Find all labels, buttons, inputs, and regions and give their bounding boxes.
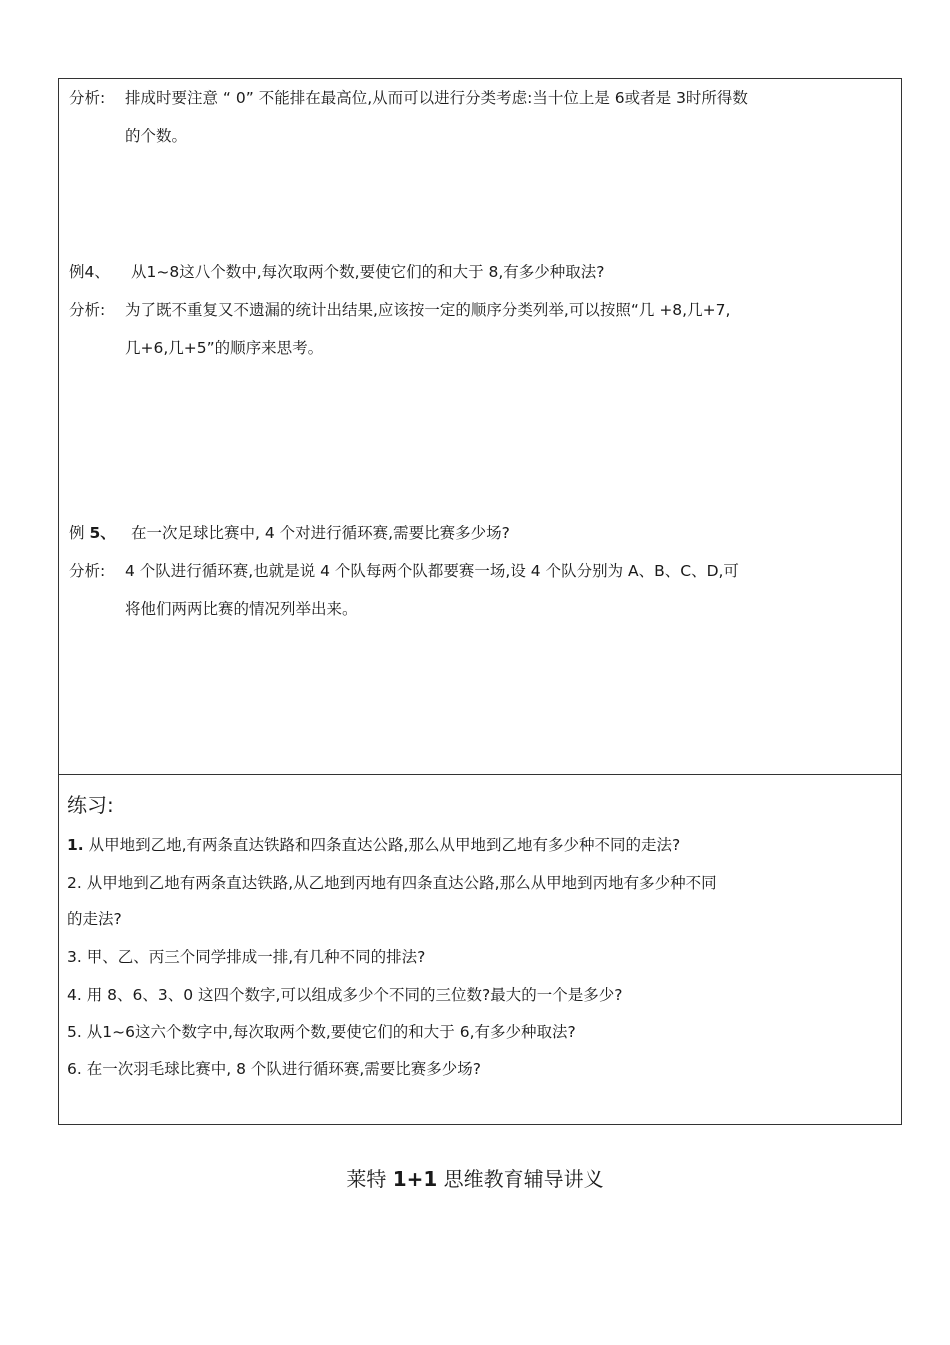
example-5-label-num: 5、: [89, 524, 116, 542]
footer-pre: 莱特: [346, 1167, 387, 1191]
footer-title: [0, 1163, 950, 1192]
practice-item-num: 4.: [67, 986, 82, 1004]
practice-item-2: [67, 873, 717, 893]
content-box-examples: [58, 78, 902, 775]
example-4-analysis-line-1: [69, 300, 730, 320]
practice-item-num: 2.: [67, 874, 82, 892]
practice-item-text: 在一次羽毛球比赛中, 8 个队进行循环赛,需要比赛多少场?: [86, 1060, 482, 1078]
footer-bold: 1+1: [392, 1167, 438, 1191]
example-5-analysis-line-1: [69, 561, 739, 581]
example-4-text: 从1~8这八个数中,每次取两个数,要使它们的和大于 8,有多少种取法?: [131, 263, 605, 281]
analysis-text: 4 个队进行循环赛,也就是说 4 个队每两个队都要赛一场,设 4 个队分别为 A、B、C、D,可: [125, 562, 739, 580]
practice-item-4: [67, 985, 622, 1005]
practice-box: [58, 775, 902, 1125]
practice-item-text: 甲、乙、丙三个同学排成一排,有几种不同的排法?: [86, 948, 426, 966]
analysis-label: 分析:: [69, 562, 106, 580]
practice-item-text: 用 8、6、3、0 这四个数字,可以组成多少个不同的三位数?最大的一个是多少?: [86, 986, 623, 1004]
practice-item-num: 5.: [67, 1023, 82, 1041]
example-5-question: [69, 523, 510, 543]
example-5-label: [69, 523, 131, 543]
example-5-analysis-line-2: 将他们两两比赛的情况列举出来。: [125, 600, 358, 618]
practice-item-num: 6.: [67, 1060, 82, 1078]
analysis-text: 为了既不重复又不遗漏的统计出结果,应该按一定的顺序分类列举,可以按照“几 +8,几+7,: [125, 301, 731, 319]
practice-item-6: [67, 1059, 481, 1079]
practice-item-num: 1.: [67, 836, 84, 854]
example-5-text: 在一次足球比赛中, 4 个对进行循环赛,需要比赛多少场?: [131, 524, 510, 542]
analysis-line-2: 的个数。: [125, 127, 188, 145]
example-5-label-prefix: 例: [69, 524, 85, 542]
practice-item-num: 3.: [67, 948, 82, 966]
analysis-text: 排成时要注意 “ 0” 不能排在最高位,从而可以进行分类考虑:当十位上是 6或者是 3时所得数: [125, 89, 748, 107]
analysis-label: 分析:: [69, 89, 106, 107]
practice-title: 练习:: [67, 793, 114, 817]
practice-item-1: [67, 835, 680, 855]
analysis-label: 分析:: [69, 301, 106, 319]
analysis-line-1: [69, 88, 748, 108]
practice-item-text: 从甲地到乙地有两条直达铁路,从乙地到丙地有四条直达公路,那么从甲地到丙地有多少种不同: [86, 874, 717, 892]
practice-item-2-cont: 的走法?: [67, 910, 122, 928]
example-4-analysis-line-2: 几+6,几+5”的顺序来思考。: [125, 339, 324, 357]
example-4-label: 例4、: [69, 263, 110, 281]
footer-post: 思维教育辅导讲义: [443, 1167, 604, 1191]
practice-item-text: 从甲地到乙地,有两条直达铁路和四条直达公路,那么从甲地到乙地有多少种不同的走法?: [88, 836, 681, 854]
example-4-question: [69, 262, 605, 282]
practice-item-3: [67, 947, 425, 967]
practice-item-text: 从1~6这六个数字中,每次取两个数,要使它们的和大于 6,有多少种取法?: [86, 1023, 576, 1041]
practice-item-5: [67, 1022, 576, 1042]
